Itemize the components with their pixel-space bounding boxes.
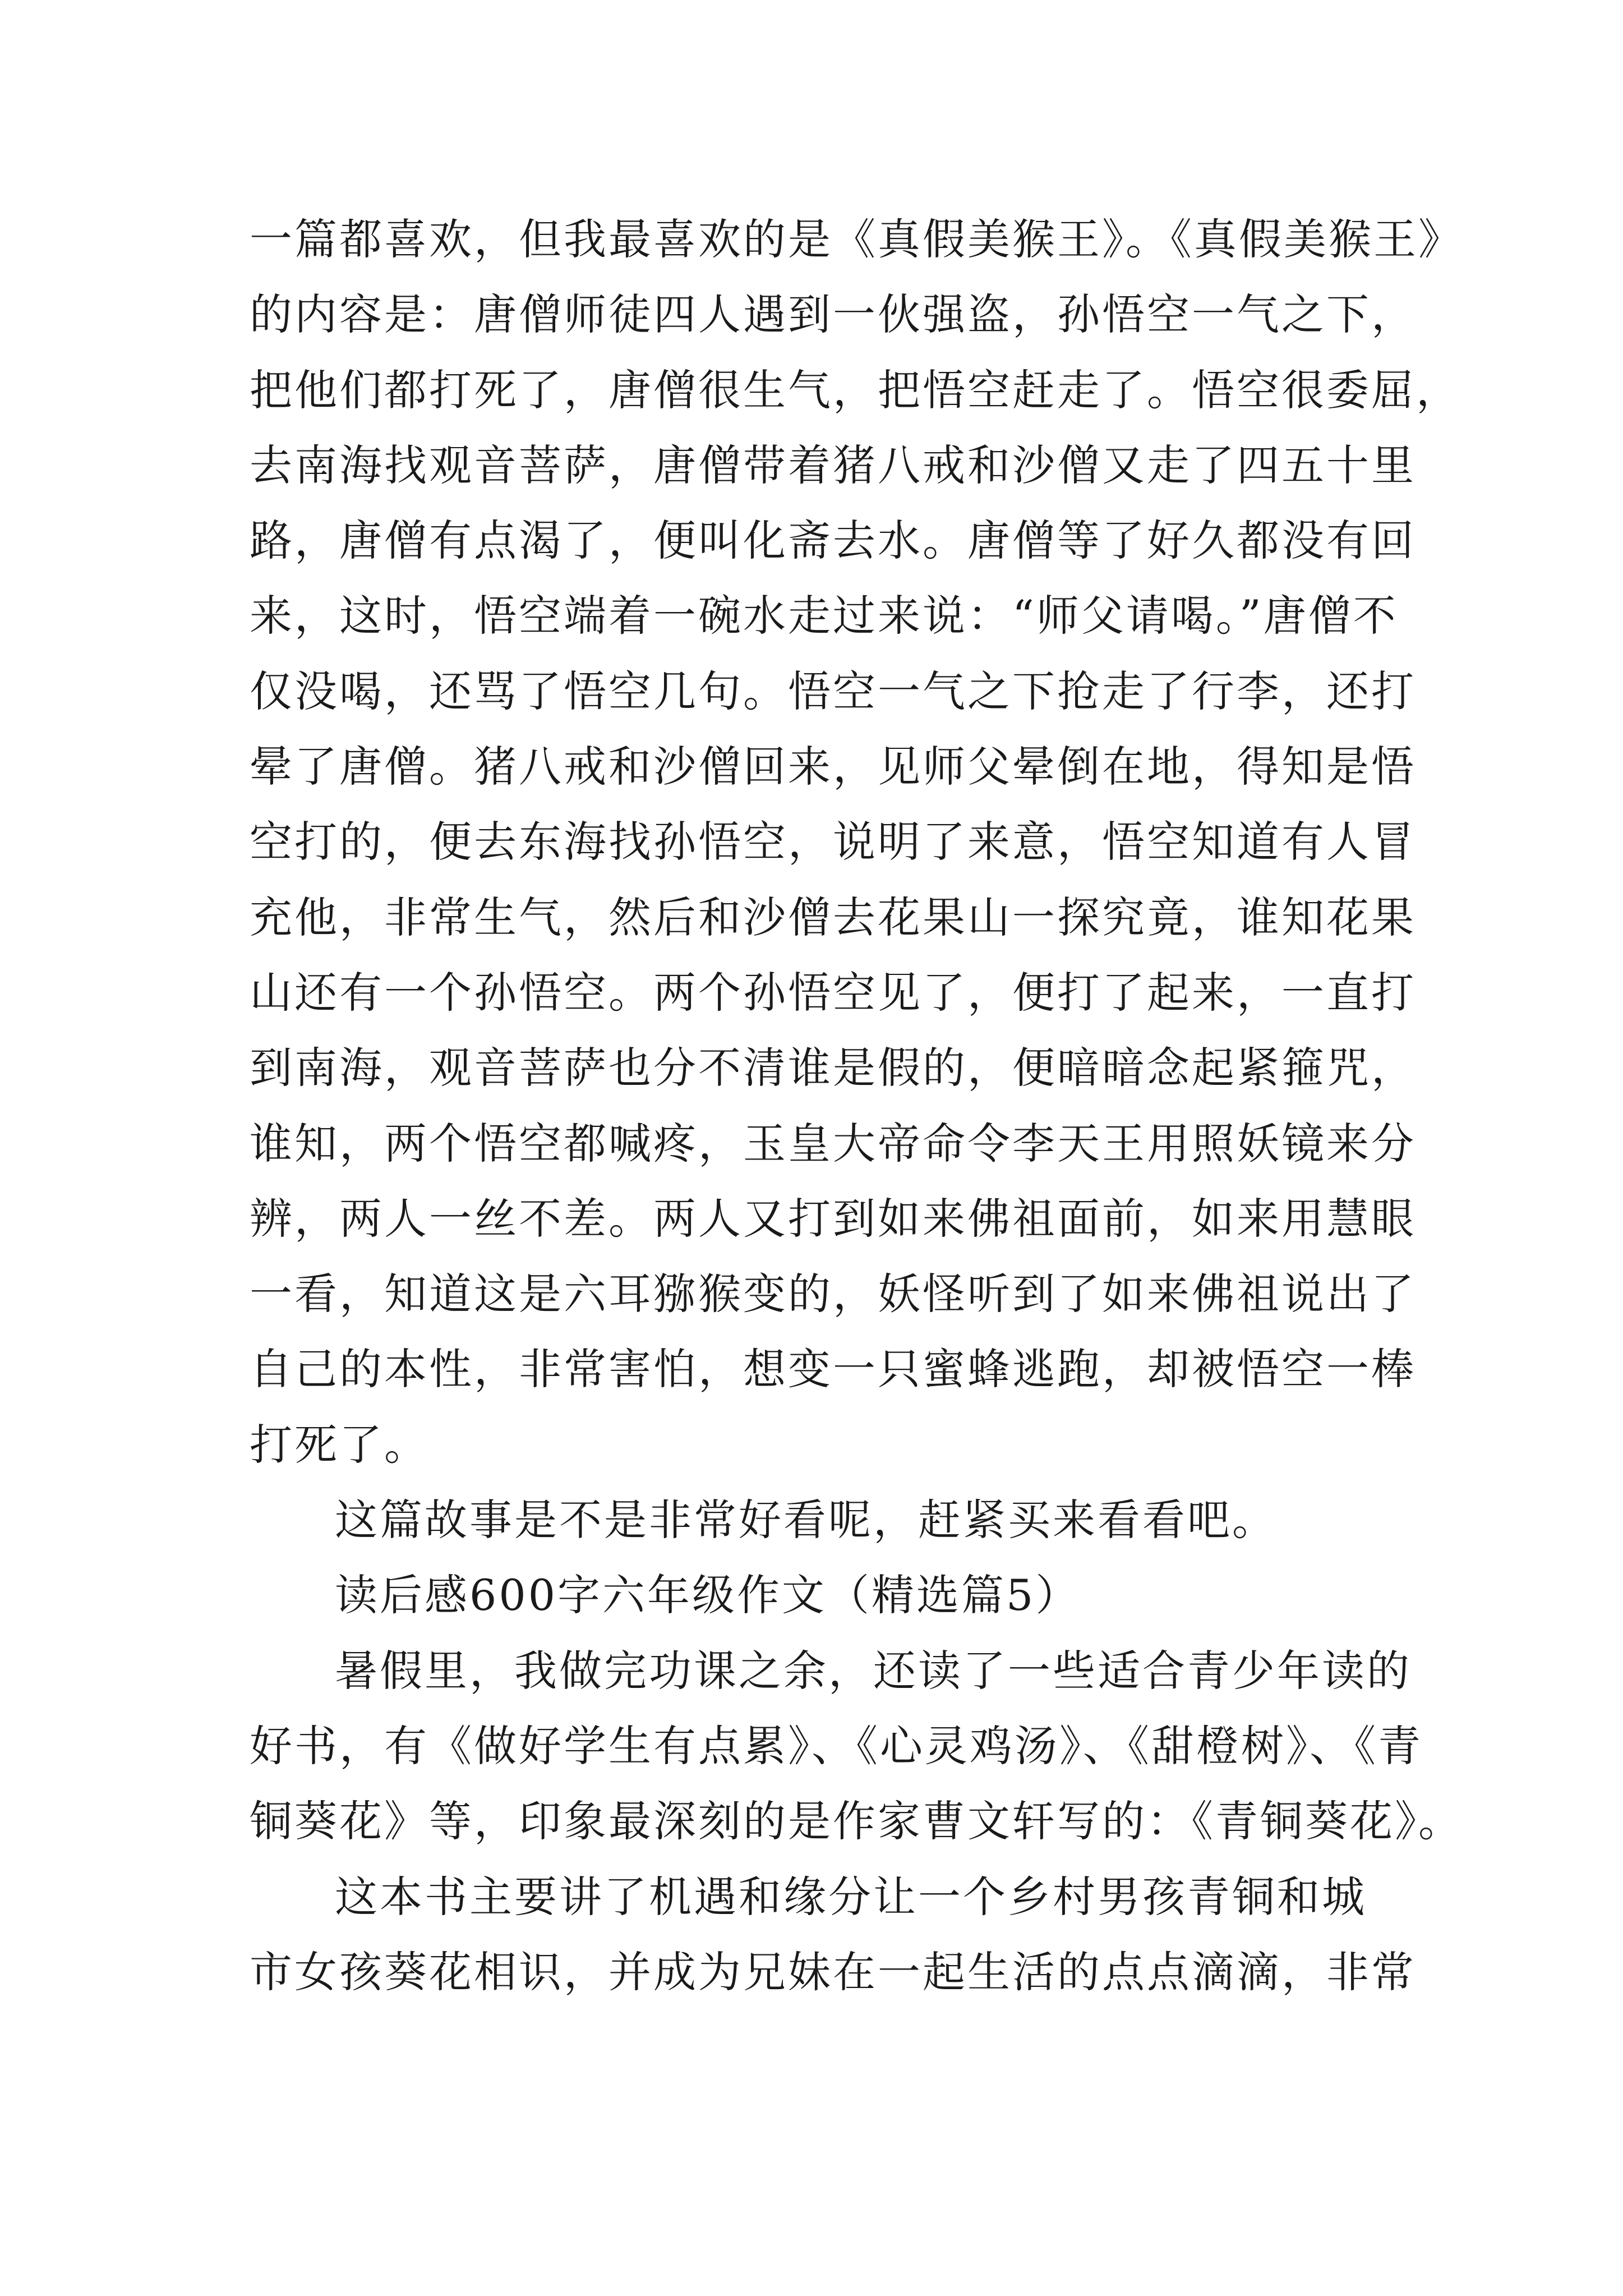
text-line: 充他，非常生气，然后和沙僧去花果山一探究竟，谁知花果 xyxy=(250,892,1416,942)
text-line: 谁知，两个悟空都喊疼，玉皇大帝命令李天王用照妖镜来分 xyxy=(250,1118,1416,1168)
text-line: 打死了。 xyxy=(250,1419,429,1470)
paragraph-start-line: 这本书主要讲了机遇和缘分让一个乡村男孩青铜和城 xyxy=(335,1871,1367,1922)
text-line: 晕了唐僧。猪八戒和沙僧回来，见师父晕倒在地，得知是悟 xyxy=(250,742,1416,792)
text-line: 到南海，观音菩萨也分不清谁是假的，便暗暗念起紧箍咒， xyxy=(250,1043,1416,1093)
paragraph-start-line: 暑假里，我做完功课之余，还读了一些适合青少年读的 xyxy=(335,1645,1412,1696)
text-line: 的内容是：唐僧师徒四人遇到一伙强盗，孙悟空一气之下， xyxy=(250,289,1416,340)
text-line: 一篇都喜欢，但我最喜欢的是《真假美猴王》。《真假美猴王》 xyxy=(250,214,1463,264)
text-line: 铜葵花》等，印象最深刻的是作家曹文轩写的：《青铜葵花》。 xyxy=(250,1796,1463,1847)
text-line: 自己的本性，非常害怕，想变一只蜜蜂逃跑，却被悟空一棒 xyxy=(250,1344,1416,1395)
text-line: 市女孩葵花相识，并成为兄妹在一起生活的点点滴滴，非常 xyxy=(250,1947,1416,1997)
text-line: 好书，有《做好学生有点累》、《心灵鸡汤》、《甜橙树》、《青 xyxy=(250,1720,1423,1771)
text-line: 路，唐僧有点渴了，便叫化斋去水。唐僧等了好久都没有回 xyxy=(250,516,1416,566)
text-line: 把他们都打死了，唐僧很生气，把悟空赶走了。悟空很委屈， xyxy=(250,365,1461,415)
document-body xyxy=(250,202,1463,2010)
text-line: 去南海找观音菩萨，唐僧带着猪八戒和沙僧又走了四五十里 xyxy=(250,440,1416,490)
text-line: 来，这时，悟空端着一碗水走过来说：“师父请喝。”唐僧不 xyxy=(250,591,1398,641)
section-heading: 读后感600字六年级作文（精选篇5） xyxy=(335,1570,1081,1621)
paragraph-conclusion: 这篇故事是不是非常好看呢，赶紧买来看看吧。 xyxy=(335,1495,1277,1545)
text-line: 一看，知道这是六耳猕猴变的，妖怪听到了如来佛祖说出了 xyxy=(250,1269,1416,1319)
text-line: 辨，两人一丝不差。两人又打到如来佛祖面前，如来用慧眼 xyxy=(250,1193,1416,1244)
text-line: 山还有一个孙悟空。两个孙悟空见了，便打了起来，一直打 xyxy=(250,967,1416,1018)
text-line: 仅没喝，还骂了悟空几句。悟空一气之下抢走了行李，还打 xyxy=(250,666,1416,716)
text-line: 空打的，便去东海找孙悟空，说明了来意，悟空知道有人冒 xyxy=(250,817,1416,867)
